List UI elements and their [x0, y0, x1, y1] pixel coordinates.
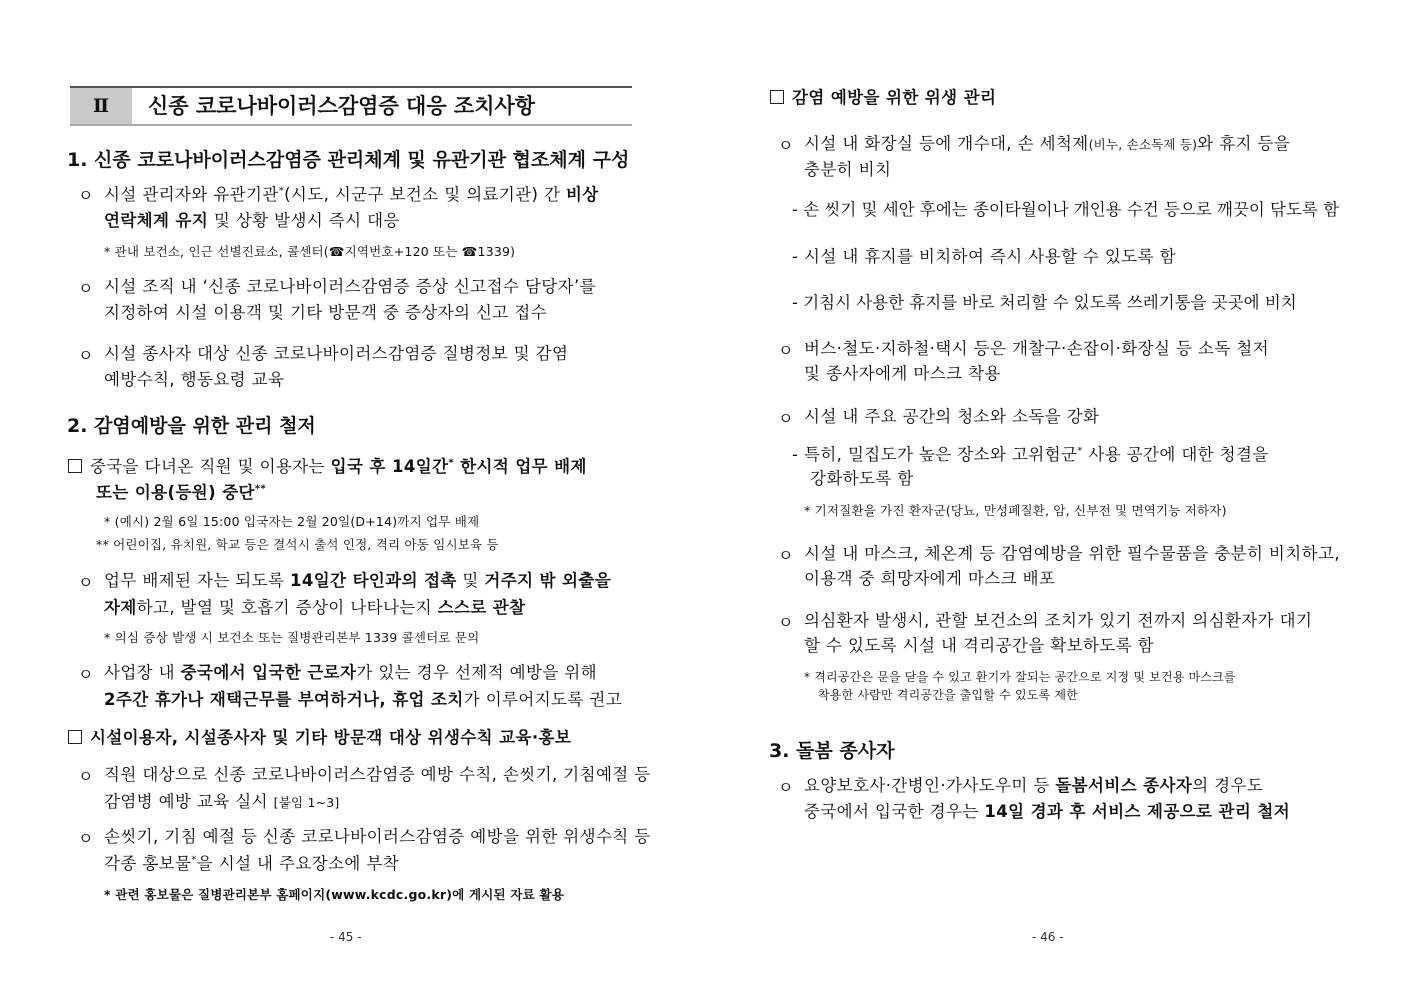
note-2: * (예시) 2월 6일 15:00 입국자는 2월 20일(D+14)까지 업무 배제 — [104, 514, 480, 529]
dash-item-2: - 시설 내 휴지를 비치하여 즉시 사용할 수 있도록 함 — [792, 247, 1176, 266]
bullet-icon: ㅇ — [78, 279, 94, 298]
bullet-icon: ㅇ — [778, 409, 794, 428]
note-5: * 관련 홍보물은 질병관리본부 홈페이지(www.kcdc.go.kr)에 게시된 자료 활용 — [104, 887, 565, 902]
bullet-icon: ㅇ — [78, 573, 94, 592]
r-item-6-line-2: 중국에서 입국한 경우는 14일 경과 후 서비스 제공으로 관리 철저 — [804, 802, 1291, 821]
bullet-icon: ㅇ — [78, 767, 94, 786]
r-item-6-line-1: 요양보호사·간병인·가사도우미 등 돌봄서비스 종사자의 경우도 — [804, 776, 1264, 795]
item-1-line-1: 시설 관리자와 유관기관*(시도, 시군구 보건소 및 의료기관) 간 비상 — [104, 185, 599, 204]
item-7-line-2: 각종 홍보물*을 시설 내 주요장소에 부착 — [104, 854, 400, 873]
bullet-icon: ㅇ — [78, 829, 94, 848]
checkbox-square-icon — [68, 459, 82, 473]
r-item-2-line-2: 및 종사자에게 마스크 착용 — [804, 364, 1001, 383]
note-1: * 관내 보건소, 인근 선별진료소, 콜센터(☎지역번호+120 또는 ☎1339) — [104, 244, 516, 259]
dash-item-4-line-1: - 특히, 밀집도가 높은 장소와 고위험군* 사용 공간에 대한 청결을 — [792, 445, 1269, 464]
section-banner — [70, 86, 632, 126]
r-item-2-line-1: 버스·철도·지하철·택시 등은 개찰구·손잡이·화장실 등 소독 철저 — [804, 339, 1269, 358]
item-1-line-2: 연락체계 유지 및 상황 발생시 즉시 대응 — [104, 211, 400, 230]
box-item-hygiene: 감염 예방을 위한 위생 관리 — [770, 84, 996, 108]
bullet-icon: ㅇ — [778, 136, 794, 155]
heading-1: 1. 신종 코로나바이러스감염증 관리체계 및 유관기관 협조체계 구성 — [67, 149, 630, 171]
bullet-icon: ㅇ — [78, 346, 94, 365]
r-item-5-line-2: 할 수 있도록 시설 내 격리공간을 확보하도록 함 — [804, 636, 1154, 655]
item-6-line-1: 직원 대상으로 신종 코로나바이러스감염증 예방 수칙, 손씻기, 기침예절 등 — [104, 765, 651, 784]
r-item-4-line-2: 이용객 중 희망자에게 마스크 배포 — [804, 569, 1056, 588]
page-46 — [700, 0, 1403, 992]
page-45 — [0, 0, 700, 992]
item-4-line-1: 업무 배제된 자는 되도록 14일간 타인과의 접촉 및 거주지 밖 외출을 — [104, 571, 612, 590]
section-number: Ⅱ — [70, 88, 132, 124]
page-number: - 45 - — [330, 930, 362, 944]
bullet-icon: ㅇ — [778, 341, 794, 360]
item-3-line-1: 시설 종사자 대상 신종 코로나바이러스감염증 질병정보 및 감염 — [104, 344, 569, 363]
page-number: - 46 - — [1032, 930, 1064, 944]
r-item-3: 시설 내 주요 공간의 청소와 소독을 강화 — [804, 407, 1100, 426]
box-item-1-line-2: 또는 이용(등원) 중단** — [96, 483, 267, 502]
item-6-line-2: 감염병 예방 교육 실시 [붙임 1~3] — [104, 792, 340, 811]
item-3-line-2: 예방수칙, 행동요령 교육 — [104, 370, 285, 389]
dash-item-3: - 기침시 사용한 휴지를 바로 처리할 수 있도록 쓰레기통을 곳곳에 비치 — [792, 293, 1297, 312]
bullet-icon: ㅇ — [78, 665, 94, 684]
r-item-5-line-1: 의심환자 발생시, 관할 보건소의 조치가 있기 전까지 의심환자가 대기 — [804, 611, 1313, 630]
bullet-icon: ㅇ — [778, 546, 794, 565]
heading-2: 2. 감염예방을 위한 관리 철저 — [67, 415, 316, 437]
item-2-line-2: 지정하여 시설 이용객 및 기타 방문객 중 증상자의 신고 접수 — [104, 303, 547, 322]
dash-item-4-line-2: 강화하도록 함 — [810, 469, 914, 488]
heading-3: 3. 돌봄 종사자 — [769, 740, 895, 762]
box-item-2: 시설이용자, 시설종사자 및 기타 방문객 대상 위생수칙 교육·홍보 — [68, 724, 571, 748]
item-5-line-1: 사업장 내 중국에서 입국한 근로자가 있는 경우 선제적 예방을 위해 — [104, 663, 597, 682]
item-2-line-1: 시설 조직 내 ‘신종 코로나바이러스감염증 증상 신고접수 담당자’를 — [104, 277, 596, 296]
r-note-2-line-2: 착용한 사람만 격리공간을 출입할 수 있도록 제한 — [818, 688, 1078, 702]
item-7-line-1: 손씻기, 기침 예절 등 신종 코로나바이러스감염증 예방을 위한 위생수칙 등 — [104, 827, 651, 846]
note-3: ** 어린이집, 유치원, 학교 등은 결석시 출석 인정, 격리 아동 임시보육 등 — [96, 537, 499, 552]
item-5-line-2: 2주간 휴가나 재택근무를 부여하거나, 휴업 조치가 이루어지도록 권고 — [104, 690, 623, 709]
checkbox-square-icon — [770, 90, 784, 104]
section-title: 신종 코로나바이러스감염증 대응 조치사항 — [148, 94, 536, 118]
bullet-icon: ㅇ — [78, 186, 94, 205]
r-item-1-line-1: 시설 내 화장실 등에 개수대, 손 세척제(비누, 손소독제 등)와 휴지 등을 — [804, 134, 1291, 153]
item-4-line-2: 자제하고, 발열 및 호흡기 증상이 나타나는지 스스로 관찰 — [104, 598, 526, 617]
checkbox-square-icon — [68, 730, 82, 744]
r-item-4-line-1: 시설 내 마스크, 체온계 등 감염예방을 위한 필수물품을 충분히 비치하고, — [804, 544, 1340, 563]
bullet-icon: ㅇ — [778, 778, 794, 797]
bullet-icon: ㅇ — [778, 613, 794, 632]
r-note-2-line-1: * 격리공간은 문을 닫을 수 있고 환기가 잘되는 공간으로 지정 및 보건용 마스크를 — [804, 670, 1236, 684]
note-4: * 의심 증상 발생 시 보건소 또는 질병관리본부 1339 콜센터로 문의 — [104, 630, 480, 645]
r-note-1: * 기저질환을 가진 환자군(당뇨, 만성폐질환, 암, 신부전 및 면역기능 저하자) — [804, 503, 1227, 518]
r-item-1-line-2: 충분히 비치 — [804, 160, 892, 179]
box-item-1-line-1: 중국을 다녀온 직원 및 이용자는 입국 후 14일간* 한시적 업무 배제 — [68, 453, 587, 477]
dash-item-1: - 손 씻기 및 세안 후에는 종이타월이나 개인용 수건 등으로 깨끗이 닦도록 함 — [792, 200, 1340, 219]
